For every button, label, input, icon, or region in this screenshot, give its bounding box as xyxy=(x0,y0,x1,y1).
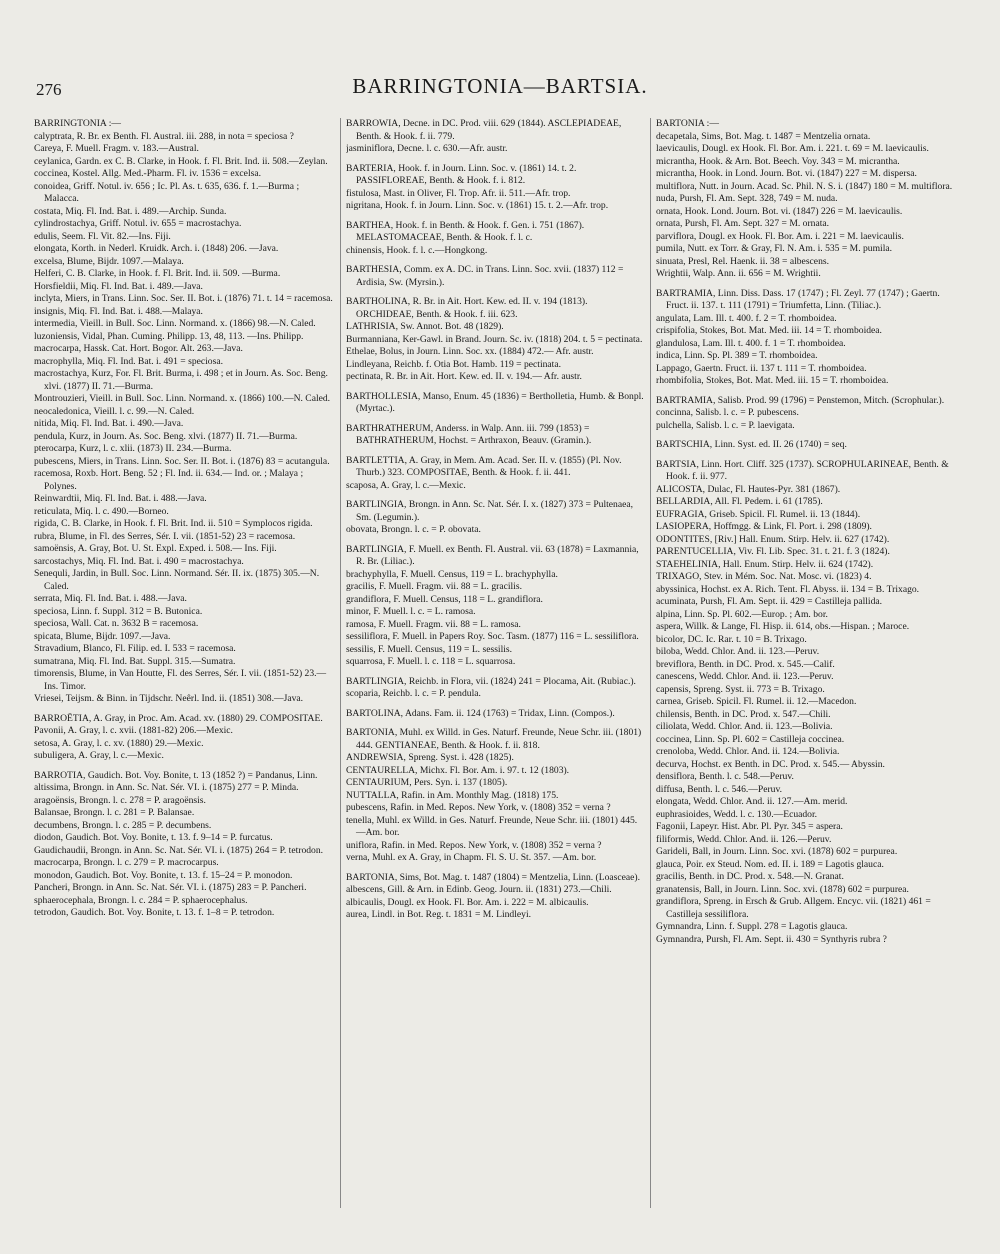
species-entry: altissima, Brongn. in Ann. Sc. Nat. Sér. VI. i. (1875) 277 = P. Minda. xyxy=(34,782,299,793)
species-entry: pumila, Nutt. ex Torr. & Gray, Fl. N. Am. i. 535 = M. pumila. xyxy=(656,243,893,254)
species-entry: NUTTALLA, Rafin. in Am. Monthly Mag. (1818) 175. xyxy=(346,789,559,801)
species-entry: nigritana, Hook. f. in Journ. Linn. Soc. v. (1861) 15. t. 2.—Afr. trop. xyxy=(346,200,609,211)
species-entry: speciosa, Linn. f. Suppl. 312 = B. Butonica. xyxy=(34,605,203,617)
species-entry: reticulata, Miq. l. c. 490.—Borneo. xyxy=(34,505,169,517)
species-entry: Reinwardtii, Miq. Fl. Ind. Bat. i. 488.—Java. xyxy=(34,493,207,504)
species-entry: spicata, Blume, Bijdr. 1097.—Java. xyxy=(34,630,171,642)
species-entry: Senequli, Jardin, in Bull. Soc. Linn. Normand. Sér. II. ix. (1875) 305.—N. Caled. xyxy=(34,568,320,592)
genus-entry: BARTLETTIA, A. Gray, in Mem. Am. Acad. Ser. II. v. (1855) (Pl. Nov. Thurb.) 323. COMPOSITAE, Benth. & Hook. f. ii. 441. xyxy=(346,454,622,478)
species-entry: glauca, Poir. ex Steud. Nom. ed. II. i. 189 = Lagotis glauca. xyxy=(656,858,884,870)
genus-entry: BARTSIA, Linn. Hort. Cliff. 325 (1737). SCROPHULARINEAE, Benth. & Hook. f. ii. 977. xyxy=(656,458,949,482)
species-entry: multiflora, Nutt. in Journ. Acad. Sc. Phil. N. S. i. (1847) 180 = M. multiflora. xyxy=(656,180,953,192)
genus-entry: BARRINGTONIA :— xyxy=(34,118,121,129)
species-entry: Vriesei, Teijsm. & Binn. in Tijdschr. Neêrl. Ind. ii. (1851) 308.—Java. xyxy=(34,693,304,704)
species-entry: sinuata, Presl, Rel. Haenk. ii. 38 = albescens. xyxy=(656,255,829,267)
species-entry: neocaledonica, Vieill. l. c. 99.—N. Caled. xyxy=(34,405,195,417)
species-entry: subuligera, A. Gray, l. c.—Mexic. xyxy=(34,750,164,761)
species-entry: minor, F. Muell. l. c. = L. ramosa. xyxy=(346,606,476,617)
species-entry: biloba, Wedd. Chlor. And. ii. 123.—Peruv. xyxy=(656,646,820,657)
species-entry: macrophylla, Miq. Fl. Ind. Bat. i. 491 = speciosa. xyxy=(34,355,223,367)
species-entry: obovata, Brongn. l. c. = P. obovata. xyxy=(346,524,481,535)
species-entry: BARROTIA, Gaudich. Bot. Voy. Bonite, t. 13 (1852 ?) = Pandanus, Linn. xyxy=(34,769,318,781)
species-entry: euphrasioides, Wedd. l. c. 130.—Ecuador. xyxy=(656,808,818,820)
species-entry: sphaerocephala, Brongn. l. c. 284 = P. sphaerocephalus. xyxy=(34,894,248,906)
species-entry: ramosa, F. Muell. Fragm. vii. 88 = L. ramosa. xyxy=(346,618,521,630)
species-entry: excelsa, Blume, Bijdr. 1097.—Malaya. xyxy=(34,255,184,267)
species-entry: timorensis, Blume, in Van Houtte, Fl. des Serres, Sér. I. vii. (1851-52) 23.—Ins. Timor. xyxy=(34,668,327,692)
species-entry: pterocarpa, Kurz, l. c. xlii. (1873) II. 234.—Burma. xyxy=(34,443,232,454)
species-entry: Pavonii, A. Gray, l. c. xvii. (1881-82) 206.—Mexic. xyxy=(34,725,233,736)
species-entry: decumbens, Brongn. l. c. 285 = P. decumbens. xyxy=(34,819,212,831)
species-entry: alpina, Linn. Sp. Pl. 602.—Europ. ; Am. bor. xyxy=(656,608,828,620)
species-entry: ANDREWSIA, Spreng. Syst. i. 428 (1825). xyxy=(346,752,514,763)
species-entry: verna, Muhl. ex A. Gray, in Chapm. Fl. S. U. St. 357. —Am. bor. xyxy=(346,852,597,863)
species-entry: BARTHRATHERUM, Anderss. in Walp. Ann. iii. 799 (1853) = BATHRATHERUM, Hochst. = Arthraxon, Beauv. (Gramin.). xyxy=(346,422,592,446)
species-entry: rhombifolia, Stokes, Bot. Mat. Med. iii. 15 = T. rhomboidea. xyxy=(656,375,889,386)
species-entry: BARTLINGIA, Reichb. in Flora, vii. (1824) 241 = Plocama, Ait. (Rubiac.). xyxy=(346,675,636,687)
species-entry: sumatrana, Miq. Fl. Ind. Bat. Suppl. 315.—Sumatra. xyxy=(34,655,236,667)
species-entry: TRIXAGO, Stev. in Mém. Soc. Nat. Mosc. vi. (1823) 4. xyxy=(656,571,872,582)
species-entry: chinensis, Hook. f. l. c.—Hongkong. xyxy=(346,244,488,256)
species-entry: elongata, Korth. in Nederl. Kruidk. Arch. i. (1848) 206. —Java. xyxy=(34,243,279,254)
species-entry: inclyta, Miers, in Trans. Linn. Soc. Ser. II. Bot. i. (1876) 71. t. 14 = racemosa. xyxy=(34,293,333,304)
species-entry: BARTRAMIA, Salisb. Prod. 99 (1796) = Penstemon, Mitch. (Scrophular.). xyxy=(656,394,945,406)
species-entry: uniflora, Rafin. in Med. Repos. New York, v. (1808) 352 = verna ? xyxy=(346,839,602,851)
species-entry: scoparia, Reichb. l. c. = P. pendula. xyxy=(346,688,481,699)
species-entry: BARTLINGIA, F. Muell. ex Benth. Fl. Austral. vii. 63 (1878) = Laxmannia, R. Br. (Liliac.). xyxy=(346,543,639,567)
species-entry: intermedia, Vieill. in Bull. Soc. Linn. Normand. x. (1866) 98.—N. Caled. xyxy=(34,318,316,329)
species-entry: bicolor, DC. Ic. Rar. t. 10 = B. Trixago. xyxy=(656,633,807,645)
species-entry: macrostachya, Kurz, For. Fl. Brit. Burma, i. 498 ; et in Journ. As. Soc. Beng. xlvi. (1877) II. 71.—Burma. xyxy=(34,368,328,392)
species-entry: serrata, Miq. Fl. Ind. Bat. i. 488.—Java. xyxy=(34,593,187,604)
column-right xyxy=(656,118,956,1238)
genus-entry: BARTERIA, Hook. f. in Journ. Linn. Soc. v. (1861) 14. t. 2. PASSIFLOREAE, Benth. & Hook. f. i. 812. xyxy=(346,162,577,186)
species-entry: elongata, Wedd. Chlor. And. ii. 127.—Am. merid. xyxy=(656,796,848,807)
species-entry: diffusa, Benth. l. c. 546.—Peruv. xyxy=(656,783,783,795)
species-entry: Montrouzieri, Vieill. in Bull. Soc. Linn. Normand. x. (1866) 100.—N. Caled. xyxy=(34,393,331,404)
species-entry: PARENTUCELLIA, Viv. Fl. Lib. Spec. 31. t. 21. f. 3 (1824). xyxy=(656,546,890,557)
species-entry: brachyphylla, F. Muell. Census, 119 = L. brachyphylla. xyxy=(346,568,558,580)
species-entry: pubescens, Miers, in Trans. Linn. Soc. Ser. II. Bot. i. (1876) 83 = acutangula. xyxy=(34,455,330,467)
species-entry: samoënsis, A. Gray, Bot. U. St. Expl. Exped. i. 508.— Ins. Fiji. xyxy=(34,543,277,554)
species-entry: albicaulis, Dougl. ex Hook. Fl. Bor. Am. i. 222 = M. albicaulis. xyxy=(346,896,589,908)
species-entry: micrantha, Hook. & Arn. Bot. Beech. Voy. 343 = M. micrantha. xyxy=(656,155,900,167)
species-entry: LASIOPERA, Hoffmgg. & Link, Fl. Port. i. 298 (1809). xyxy=(656,521,872,532)
species-entry: CENTAURIUM, Pers. Syn. i. 137 (1805). xyxy=(346,777,508,788)
species-entry: setosa, A. Gray, l. c. xv. (1880) 29.—Mexic. xyxy=(34,737,204,749)
species-entry: fistulosa, Mast. in Oliver, Fl. Trop. Afr. ii. 511.—Afr. trop. xyxy=(346,187,571,199)
species-entry: concinna, Salisb. l. c. = P. pubescens. xyxy=(656,407,799,418)
species-entry: ornata, Pursh, Fl. Am. Sept. 327 = M. ornata. xyxy=(656,218,830,229)
species-entry: chilensis, Benth. in DC. Prod. x. 547.—Chili. xyxy=(656,708,831,720)
species-entry: rigida, C. B. Clarke, in Hook. f. Fl. Brit. Ind. ii. 510 = Symplocos rigida. xyxy=(34,518,313,529)
species-entry: BARTONIA :— xyxy=(656,118,719,129)
species-entry: grandiflora, Spreng. in Ersch & Grub. Allgem. Encyc. vii. (1821) 461 = Castilleja sessiliflora. xyxy=(656,896,931,920)
species-entry: Lindleyana, Reichb. f. Otia Bot. Hamb. 119 = pectinata. xyxy=(346,358,561,370)
species-entry: Wrightii, Walp. Ann. ii. 656 = M. Wrightii. xyxy=(656,268,821,279)
species-entry: ODONTITES, [Riv.] Hall. Enum. Stirp. Helv. ii. 627 (1742). xyxy=(656,533,890,545)
species-entry: macrocarpa, Hassk. Cat. Hort. Bogor. Alt. 263.—Java. xyxy=(34,343,243,354)
species-entry: conoidea, Griff. Notul. iv. 656 ; Ic. Pl. As. t. 635, 636. f. 1.—Burma ; Malacca. xyxy=(34,180,300,204)
column-divider xyxy=(340,118,341,1208)
species-entry: granatensis, Ball, in Journ. Linn. Soc. xvi. (1878) 602 = purpurea. xyxy=(656,883,909,895)
species-entry: EUFRAGIA, Griseb. Spicil. Fl. Rumel. ii. 13 (1844). xyxy=(656,508,861,520)
species-entry: luzoniensis, Vidal, Phan. Cuming. Philipp. 13, 48, 113. —Ins. Philipp. xyxy=(34,330,304,342)
species-entry: crispifolia, Stokes, Bot. Mat. Med. iii. 14 = T. rhomboidea. xyxy=(656,325,882,336)
species-entry: jasminiflora, Decne. l. c. 630.—Afr. austr. xyxy=(346,143,508,154)
species-entry: aragoënsis, Brongn. l. c. 278 = P. aragoënsis. xyxy=(34,794,206,806)
species-entry: pendula, Kurz, in Journ. As. Soc. Beng. xlvi. (1877) II. 71.—Burma. xyxy=(34,430,298,442)
page-header xyxy=(0,72,1000,102)
species-entry: BARTONIA, Sims, Bot. Mag. t. 1487 (1804) = Mentzelia, Linn. (Loasceae). xyxy=(346,871,641,883)
species-entry: pulchella, Salisb. l. c. = P. laevigata. xyxy=(656,419,795,431)
species-entry: scaposa, A. Gray, l. c.—Mexic. xyxy=(346,479,466,491)
species-entry: Helferi, C. B. Clarke, in Hook. f. Fl. Brit. Ind. ii. 509. —Burma. xyxy=(34,268,281,279)
species-entry: crenoloba, Wedd. Chlor. And. ii. 124.—Bolivia. xyxy=(656,746,840,757)
species-entry: Careya, F. Muell. Fragm. v. 183.—Austral. xyxy=(34,143,199,154)
species-entry: aspera, Willk. & Lange, Fl. Hisp. ii. 614, obs.—Hispan. ; Maroce. xyxy=(656,621,910,632)
species-entry: Gaudichaudii, Brongn. in Ann. Sc. Nat. Sér. VI. i. (1875) 264 = P. tetrodon. xyxy=(34,844,324,856)
species-entry: calyptrata, R. Br. ex Benth. Fl. Austral. iii. 288, in nota = speciosa ? xyxy=(34,130,294,142)
species-entry: breviflora, Benth. in DC. Prod. x. 545.—Calif. xyxy=(656,658,835,670)
species-entry: Lappago, Gaertn. Fruct. ii. 137 t. 111 = T. rhomboidea. xyxy=(656,362,867,374)
species-entry: gracilis, F. Muell. Fragm. vii. 88 = L. gracilis. xyxy=(346,581,522,592)
species-entry: macrocarpa, Brongn. l. c. 279 = P. macrocarpus. xyxy=(34,857,219,868)
species-entry: capensis, Spreng. Syst. ii. 773 = B. Trixago. xyxy=(656,683,825,695)
species-entry: filiformis, Wedd. Chlor. And. ii. 126.—Peruv. xyxy=(656,833,832,845)
species-entry: insignis, Miq. Fl. Ind. Bat. i. 488.—Malaya. xyxy=(34,305,203,317)
running-title: BARRINGTONIA—BARTSIA. xyxy=(352,74,648,98)
species-entry: tetrodon, Gaudich. Bot. Voy. Bonite, t. 13. f. 1–8 = P. tetrodon. xyxy=(34,907,275,918)
species-entry: BARTRAMIA, Linn. Diss. Dass. 17 (1747) ; Fl. Zeyl. 77 (1747) ; Gaertn. Fruct. ii. 137. t. 111 (1791) = Triumfetta, Linn. (Tiliac.). xyxy=(656,287,940,311)
species-entry: indica, Linn. Sp. Pl. 389 = T. rhomboidea. xyxy=(656,350,818,361)
column-left xyxy=(34,118,334,1238)
species-entry: Balansae, Brongn. l. c. 281 = P. Balansae. xyxy=(34,807,195,818)
species-entry: costata, Miq. Fl. Ind. Bat. i. 489.—Archip. Sunda. xyxy=(34,205,227,217)
species-entry: squarrosa, F. Muell. l. c. 118 = L. squarrosa. xyxy=(346,656,516,667)
species-entry: Gymnandra, Pursh, Fl. Am. Sept. ii. 430 = Synthyris rubra ? xyxy=(656,933,887,945)
species-entry: coccinea, Linn. Sp. Pl. 602 = Castilleja coccinea. xyxy=(656,733,845,745)
species-entry: LATHRISIA, Sw. Annot. Bot. 48 (1829). xyxy=(346,321,504,332)
species-entry: Stravadium, Blanco, Fl. Filip. ed. I. 533 = racemosa. xyxy=(34,643,236,654)
species-entry: CENTAURELLA, Michx. Fl. Bor. Am. i. 97. t. 12 (1803). xyxy=(346,764,570,776)
species-entry: glandulosa, Lam. Ill. t. 400. f. 1 = T. rhomboidea. xyxy=(656,337,846,349)
species-entry: grandiflora, F. Muell. Census, 118 = L. grandiflora. xyxy=(346,593,543,605)
species-entry: aurea, Lindl. in Bot. Reg. t. 1831 = M. Lindleyi. xyxy=(346,909,532,920)
species-entry: ciliolata, Wedd. Chlor. And. ii. 123.—Bolivia. xyxy=(656,721,833,732)
species-entry: nuda, Pursh, Fl. Am. Sept. 328, 749 = M. nuda. xyxy=(656,193,838,204)
species-entry: ceylanica, Gardn. ex C. B. Clarke, in Hook. f. Fl. Brit. Ind. ii. 508.—Zeylan. xyxy=(34,155,328,167)
species-entry: BARTSCHIA, Linn. Syst. ed. II. 26 (1740) = seq. xyxy=(656,439,847,450)
species-entry: STAEHELINIA, Hall. Enum. Stirp. Helv. ii. 624 (1742). xyxy=(656,558,874,570)
species-entry: pectinata, R. Br. in Ait. Hort. Kew. ed. II. v. 194.— Afr. austr. xyxy=(346,371,582,382)
species-entry: albescens, Gill. & Arn. in Edinb. Geog. Journ. ii. (1831) 273.—Chili. xyxy=(346,884,612,895)
species-entry: Pancheri, Brongn. in Ann. Sc. Nat. Sér. VI. i. (1875) 283 = P. Pancheri. xyxy=(34,882,307,893)
genus-entry: BARTONIA, Muhl. ex Willd. in Ges. Naturf. Freunde, Neue Schr. iii. (1801) 444. GENTIANEAE, Benth. & Hook. f. ii. 818. xyxy=(346,727,642,751)
species-entry: angulata, Lam. Ill. t. 400. f. 2 = T. rhomboidea. xyxy=(656,312,837,324)
species-entry: cylindrostachya, Griff. Notul. iv. 655 = macrostachya. xyxy=(34,218,242,229)
species-entry: ALICOSTA, Dulac, Fl. Hautes-Pyr. 381 (1867). xyxy=(656,483,841,495)
species-entry: monodon, Gaudich. Bot. Voy. Bonite, t. 13. f. 15–24 = P. monodon. xyxy=(34,869,293,881)
species-entry: Burmanniana, Ker-Gawl. in Brand. Journ. Sc. iv. (1818) 204. t. 5 = pectinata. xyxy=(346,333,643,345)
species-entry: speciosa, Wall. Cat. n. 3632 B = racemosa. xyxy=(34,618,199,629)
species-entry: BARTLINGIA, Brongn. in Ann. Sc. Nat. Sér. I. x. (1827) 373 = Pultenaea, Sm. (Legumin.). xyxy=(346,499,634,523)
species-entry: Horsfieldii, Miq. Fl. Ind. Bat. i. 489.—Java. xyxy=(34,280,203,292)
species-entry: Fagonii, Lapeyr. Hist. Abr. Pl. Pyr. 345 = aspera. xyxy=(656,821,843,832)
species-entry: sarcostachys, Miq. Fl. Ind. Bat. i. 490 = macrostachya. xyxy=(34,555,244,567)
species-entry: Gymnandra, Linn. f. Suppl. 278 = Lagotis glauca. xyxy=(656,921,848,932)
species-entry: sessiliflora, F. Muell. in Papers Roy. Soc. Tasm. (1877) 116 = L. sessiliflora. xyxy=(346,631,639,642)
species-entry: gracilis, Benth. in DC. Prod. x. 548.—N. Granat. xyxy=(656,871,844,882)
species-entry: coccinea, Kostel. Allg. Med.-Pharm. Fl. iv. 1536 = excelsa. xyxy=(34,168,261,179)
species-entry: BELLARDIA, All. Fl. Pedem. i. 61 (1785). xyxy=(656,496,823,507)
species-entry: BARTHESIA, Comm. ex A. DC. in Trans. Linn. Soc. xvii. (1837) 112 = Ardisia, Sw. (Myrsin.). xyxy=(346,264,624,288)
species-entry: edulis, Seem. Fl. Vit. 82.—Ins. Fiji. xyxy=(34,230,171,242)
species-entry: acuminata, Pursh, Fl. Am. Sept. ii. 429 = Castilleja pallida. xyxy=(656,596,883,607)
species-entry: Ethelae, Bolus, in Journ. Linn. Soc. xx. (1884) 472.— Afr. austr. xyxy=(346,346,594,357)
page-number: 276 xyxy=(36,80,62,99)
genus-entry: BARTHOLINA, R. Br. in Ait. Hort. Kew. ed. II. v. 194 (1813). ORCHIDEAE, Benth. & Hook. f. iii. 623. xyxy=(346,296,588,320)
column-middle xyxy=(346,118,646,1238)
genus-entry: BARROËTIA, A. Gray, in Proc. Am. Acad. xv. (1880) 29. COMPOSITAE. xyxy=(34,712,323,724)
species-entry: pubescens, Rafin. in Med. Repos. New York, v. (1808) 352 = verna ? xyxy=(346,802,611,813)
column-divider xyxy=(650,118,651,1208)
species-entry: abyssinica, Hochst. ex A. Rich. Tent. Fl. Abyss. ii. 134 = B. Trixago. xyxy=(656,583,920,595)
species-entry: micrantha, Hook. in Lond. Journ. Bot. vi. (1847) 227 = M. dispersa. xyxy=(656,168,917,179)
species-entry: rubra, Blume, in Fl. des Serres, Sér. I. vii. (1851-52) 23 = racemosa. xyxy=(34,530,296,542)
species-entry: parviflora, Dougl. ex Hook. Fl. Bor. Am. i. 221 = M. laevicaulis. xyxy=(656,230,904,242)
species-entry: diodon, Gaudich. Bot. Voy. Bonite, t. 13. f. 9–14 = P. furcatus. xyxy=(34,832,273,843)
species-entry: nitida, Miq. Fl. Ind. Bat. i. 490.—Java. xyxy=(34,418,184,429)
species-entry: tenella, Muhl. ex Willd. in Ges. Naturf. Freunde, Neue Schr. iii. (1801) 445.—Am. bor. xyxy=(346,814,638,838)
species-entry: ornata, Hook. Lond. Journ. Bot. vi. (1847) 226 = M. laevicaulis. xyxy=(656,205,903,217)
species-entry: BARTOLINA, Adans. Fam. ii. 124 (1763) = Tridax, Linn. (Compos.). xyxy=(346,707,615,719)
species-entry: canescens, Wedd. Chlor. And. ii. 123.—Peruv. xyxy=(656,671,834,682)
species-entry: decapetala, Sims, Bot. Mag. t. 1487 = Mentzelia ornata. xyxy=(656,130,871,142)
species-entry: BARTHOLLESIA, Manso, Enum. 45 (1836) = Bertholletia, Humb. & Bonpl. (Myrtac.). xyxy=(346,390,644,414)
species-entry: laevicaulis, Dougl. ex Hook. Fl. Bor. Am. i. 221. t. 69 = M. laevicaulis. xyxy=(656,143,929,154)
species-entry: densiflora, Benth. l. c. 548.—Peruv. xyxy=(656,771,794,782)
species-entry: Garideli, Ball, in Journ. Linn. Soc. xvi. (1878) 602 = purpurea. xyxy=(656,846,898,857)
species-entry: sessilis, F. Muell. Census, 119 = L. sessilis. xyxy=(346,643,513,655)
species-entry: racemosa, Roxb. Hort. Beng. 52 ; Fl. Ind. ii. 634.— Ind. or. ; Malaya ; Polynes. xyxy=(34,468,304,492)
genus-entry: BARTHEA, Hook. f. in Benth. & Hook. f. Gen. i. 751 (1867). MELASTOMACEAE, Benth. & Hook. f. l. c. xyxy=(346,219,585,243)
genus-entry: BARROWIA, Decne. in DC. Prod. viii. 629 (1844). ASCLEPIADEAE, Benth. & Hook. f. ii. 779. xyxy=(346,118,622,142)
species-entry: decurva, Hochst. ex Benth. in DC. Prod. x. 545.— Abyssin. xyxy=(656,758,885,770)
species-entry: carnea, Griseb. Spicil. Fl. Rumel. ii. 12.—Macedon. xyxy=(656,696,857,707)
